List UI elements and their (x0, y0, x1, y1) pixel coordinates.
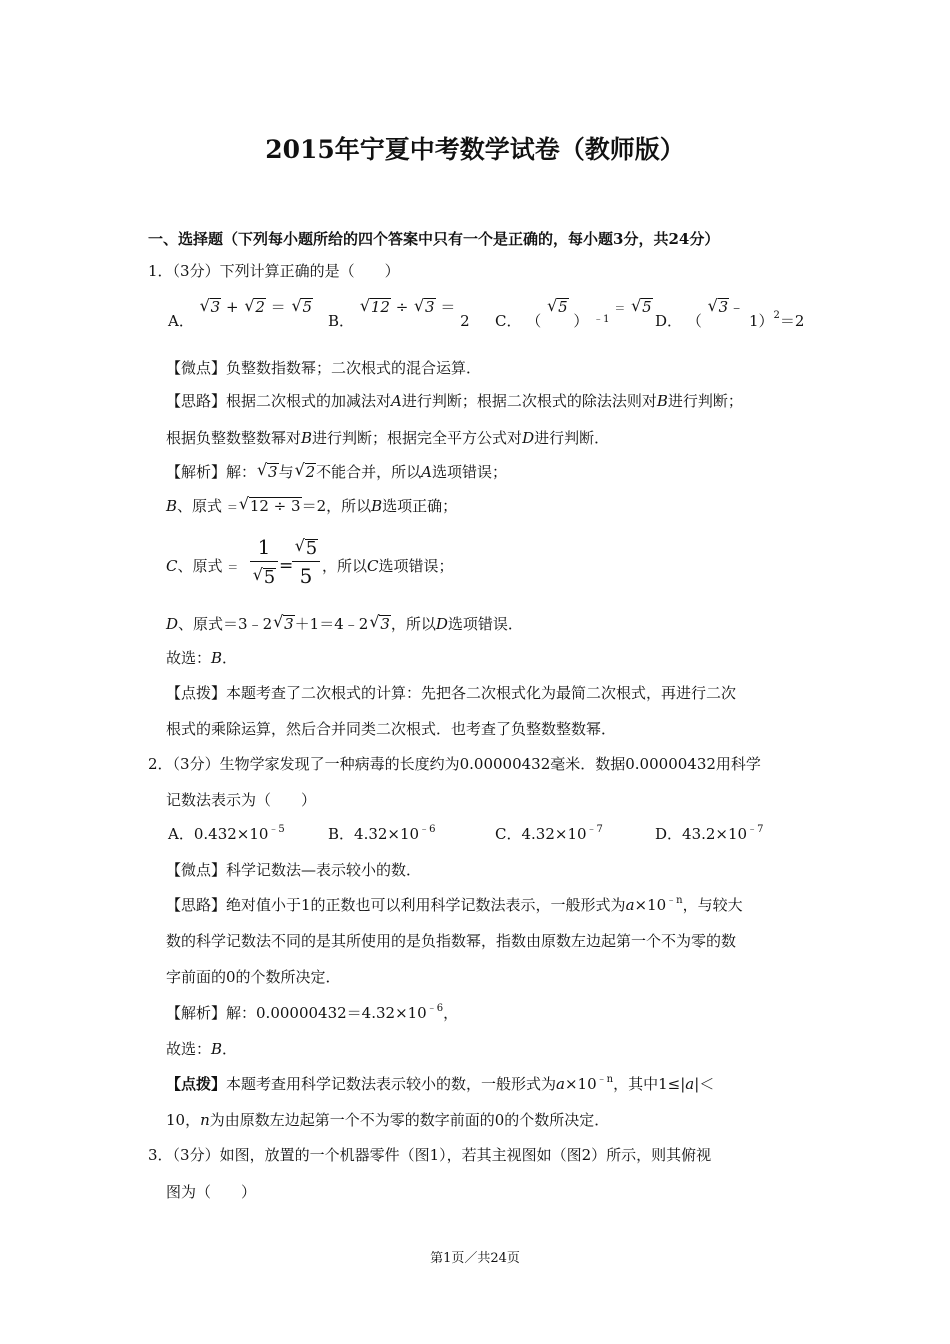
page-footer: 第1页／共24页 (430, 1251, 520, 1266)
var: B (371, 497, 383, 515)
exponent: ﹣n (596, 1074, 614, 1085)
exponent: ﹣6 (419, 824, 436, 835)
var: C (166, 557, 178, 575)
q1-jiexi-4 (166, 614, 523, 634)
text: ，所以 (322, 557, 368, 575)
paren: ） (573, 312, 589, 330)
var: a (556, 1075, 565, 1093)
text: 根据二次根式的加减法对 (226, 392, 392, 410)
sqrt: √ 3 (273, 614, 295, 634)
q1-jiexi-2 (166, 496, 457, 518)
sqrt: √ 2 (244, 298, 266, 316)
q1-weidian (166, 358, 481, 378)
text: ， (443, 1004, 459, 1022)
text: 根据负整数整数幂对 (166, 429, 302, 447)
sqrt: √ 5 (631, 298, 653, 316)
tag: 【微点】 (166, 359, 227, 377)
text: C．4.32×10 (495, 825, 587, 843)
fraction-sqrt5-over-5 (292, 535, 320, 588)
operator: + (225, 298, 239, 316)
var: D (166, 615, 179, 633)
text: 进行判断． (534, 429, 610, 447)
sqrt: √ 12 ÷ 3 (239, 496, 302, 516)
text: 负整数指数幂；二次根式的混合运算． (226, 359, 482, 377)
var: n (200, 1111, 210, 1129)
q2-option-d (655, 824, 763, 844)
text: ，与较大 (682, 896, 743, 914)
var: D (435, 615, 448, 633)
option-label: C． (495, 312, 522, 330)
operator: ÷ (395, 298, 409, 316)
text: ×10 (634, 896, 667, 914)
var: B (301, 429, 313, 447)
var: B (211, 1040, 223, 1058)
equals: ＝ (440, 298, 456, 316)
option-label: A． (168, 312, 194, 330)
tag: 【微点】 (166, 861, 227, 879)
q2-silu-1 (166, 895, 743, 915)
equals: = (279, 556, 294, 576)
text: 、原式＝3﹣2 (178, 615, 273, 633)
sqrt: √ 5 (547, 298, 569, 316)
equals: ＝ (226, 501, 238, 514)
text: ，其中1≤| (613, 1075, 686, 1093)
q1-jiexi-1 (166, 462, 507, 482)
exponent: ﹣1 (593, 314, 610, 325)
q2-answer (166, 1039, 237, 1059)
q2-silu-2: 数的科学记数法不同的是其所使用的是负指数幂，指数由原数左边起第一个不为零的数 (166, 932, 737, 950)
equals: ＝ (270, 298, 286, 316)
text: 绝对值小于1的正数也可以利用科学记数法表示，一般形式为 (226, 896, 626, 914)
exponent: ﹣7 (586, 824, 603, 835)
q1-option-d (655, 296, 805, 330)
q1-silu-1 (166, 391, 743, 411)
q2-stem-2: 记数法表示为（ ） (166, 791, 317, 809)
option-label: D． (655, 312, 683, 330)
expr: ＝2 (779, 312, 805, 330)
q3-stem-2: 图为（ ） (166, 1183, 257, 1201)
q1-option-c (495, 296, 653, 330)
var: a (685, 1075, 695, 1093)
text: 选项错误． (447, 615, 523, 633)
tag: 【点拨】 (166, 684, 227, 702)
q2-option-c (495, 824, 603, 844)
text: 选项错误； (378, 557, 454, 575)
tag: 【思路】 (166, 392, 227, 410)
text: 本题考查用科学记数法表示较小的数，一般形式为 (226, 1075, 557, 1093)
var: C (367, 557, 379, 575)
text: 故选： (166, 649, 212, 667)
equals: ＝ (227, 561, 239, 574)
text: |＜ (694, 1075, 715, 1093)
text: 、原式 (177, 557, 223, 575)
exponent: ﹣6 (426, 1003, 444, 1014)
text: 故选： (166, 1040, 212, 1058)
equals: ＝ (614, 302, 626, 315)
denominator: 5 (299, 564, 313, 588)
text: 不能合并，所以 (316, 463, 422, 481)
q2-option-b (328, 824, 435, 844)
text: 10， (166, 1111, 201, 1129)
q3-stem-1: 3．（3分）如图，放置的一个机器零件（图1），若其主视图如（图2）所示，则其俯视 (148, 1146, 712, 1164)
text: ＋1＝4﹣2 (294, 615, 369, 633)
sqrt: √ 12 (360, 298, 391, 316)
text: ． (222, 649, 238, 667)
q2-weidian (166, 860, 421, 880)
q1-dianbo-1 (166, 683, 736, 703)
q1-jiexi-3-tail (322, 556, 454, 576)
q1-stem: 1．（3分）下列计算正确的是（ ） (148, 262, 400, 280)
tag: 【解析】 (166, 463, 227, 481)
result: 2 (460, 312, 470, 330)
q1-option-a (168, 296, 313, 330)
operator: ﹣ (729, 298, 745, 316)
text: 解： (226, 463, 257, 481)
q2-dianbo-1 (166, 1074, 714, 1094)
text: 解：0.00000432＝4.32×10 (226, 1004, 427, 1022)
sqrt: √ 3 (257, 462, 279, 482)
tag: 【点拨】 (166, 1075, 227, 1093)
text: ． (222, 1040, 238, 1058)
tag: 【思路】 (166, 896, 227, 914)
option-label: B． (328, 312, 355, 330)
sqrt: √ 5 (291, 298, 313, 316)
sqrt: √ 3 (200, 298, 222, 316)
var: B (166, 497, 178, 515)
q2-silu-3: 字前面的0的个数所决定． (166, 968, 341, 986)
q2-stem-1: 2．（3分）生物学家发现了一种病毒的长度约为0.00000432毫米．数据0.00000432用科学 (148, 755, 761, 773)
text: 进行判断；根据完全平方公式对 (312, 429, 523, 447)
exponent: ﹣7 (747, 824, 764, 835)
expr: 1） (748, 312, 774, 330)
numerator: 1 (257, 535, 271, 559)
q1-answer (166, 648, 237, 668)
q2-option-a (168, 824, 285, 844)
page-title: 2015年宁夏中考数学试卷（教师版） (265, 135, 685, 164)
text: 、原式 (177, 497, 223, 515)
var: a (625, 896, 635, 914)
exponent: ﹣5 (268, 824, 285, 835)
var: B (656, 392, 668, 410)
sqrt: √ 2 (295, 462, 317, 482)
text: 选项正确； (382, 497, 458, 515)
text: ，所以 (390, 615, 436, 633)
text: 进行判断；根据二次根式的除法法则对 (401, 392, 657, 410)
sqrt: √ 3 (414, 298, 436, 316)
q1-jiexi-3 (166, 556, 238, 578)
section-heading: 一、选择题（下列每小题所给的四个答案中只有一个是正确的，每小题3分，共24分） (148, 230, 720, 248)
text: 选项错误； (432, 463, 508, 481)
q2-dianbo-2 (166, 1110, 609, 1130)
var: A (391, 392, 402, 410)
text: A．0.432×10 (168, 825, 269, 843)
q1-silu-2 (166, 428, 609, 448)
numerator: √ 5 (292, 535, 320, 559)
text: ＝2，所以 (301, 497, 372, 515)
text: ×10 (564, 1075, 597, 1093)
text: 本题考查了二次根式的计算：先把各二次根式化为最简二次根式，再进行二次 (226, 684, 737, 702)
var: A (421, 463, 432, 481)
var: B (211, 649, 223, 667)
q2-jiexi (166, 1003, 458, 1023)
text: 科学记数法—表示较小的数． (226, 861, 422, 879)
paren: （ (686, 312, 702, 330)
exponent: 2 (773, 310, 780, 321)
fraction-1-over-sqrt5 (250, 535, 278, 588)
text: B．4.32×10 (328, 825, 420, 843)
exponent: ﹣n (666, 895, 683, 906)
sqrt: √ 3 (708, 298, 730, 316)
text: 与 (278, 463, 294, 481)
sqrt: √ 3 (369, 614, 391, 634)
var: D (522, 429, 535, 447)
q1-option-b (328, 296, 470, 330)
denominator: √ 5 (250, 564, 278, 588)
q1-dianbo-2: 根式的乘除运算，然后合并同类二次根式．也考查了负整数整数幂． (166, 720, 617, 738)
text: D．43.2×10 (655, 825, 748, 843)
text: 为由原数左边起第一个不为零的数字前面的0的个数所决定． (209, 1111, 610, 1129)
text: 进行判断； (667, 392, 743, 410)
tag: 【解析】 (166, 1004, 227, 1022)
paren: （ (526, 312, 542, 330)
